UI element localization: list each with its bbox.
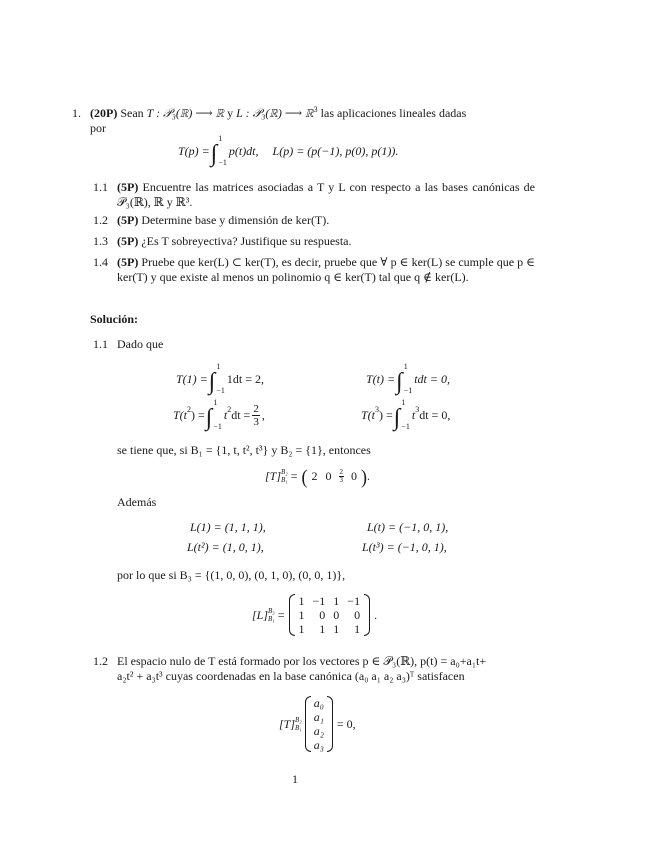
bases-text: se tiene que, si B₁ = {1, t, t², t³} y B₂ = {1}, entonces xyxy=(117,443,371,457)
subpart-1-1-text: (5P) Encuentre las matrices asociadas a T y L con respecto a las bases canónicas de 𝒫₃(ℝ), ℝ y ℝ³. xyxy=(117,180,536,209)
page-number: 1 xyxy=(292,772,298,786)
solution-1-2-number: 1.2 xyxy=(93,654,108,668)
matrix-l-cell: −1 xyxy=(312,594,326,608)
matrix-t-entry-1: 0 xyxy=(325,468,332,483)
matrix-l-cell: 0 xyxy=(354,608,361,622)
t-map: T : 𝒫₃(ℝ) ⟶ ℝ xyxy=(146,106,225,120)
eq-l-of-t3: L(t³) = (−1, 0, 1), xyxy=(362,540,447,554)
problem-points: (20P) xyxy=(90,106,118,120)
matrix-l-cell: 1 xyxy=(298,594,305,608)
subpart-1-3-text: (5P) ¿Es T sobreyectiva? Justifique su respuesta. xyxy=(117,234,352,248)
solution-1-1-number: 1.1 xyxy=(93,337,108,351)
problem-definition: T(p) = ∫ 1 −1 p(t)dt, L(p) = (p(−1), p(0), p(1)). xyxy=(178,134,399,167)
problem-number: 1. xyxy=(72,106,81,120)
matrix-t-entry-3: 0 xyxy=(351,468,358,483)
eq-l-of-t2: L(t²) = (1, 0, 1), xyxy=(187,540,264,554)
vector-entry: a₂ xyxy=(313,724,324,738)
solution-1-2-line-2: a₂t² + a₃t³ cuyas coordenadas en la base canónica (a₀ a₁ a₂ a₃)ᵀ satisfacen xyxy=(117,669,465,683)
matrix-l-cell: 1 xyxy=(354,622,361,636)
coordinate-vector xyxy=(305,696,333,752)
integral-sign: ∫ xyxy=(210,140,218,167)
subpart-1-4-number: 1.4 xyxy=(93,255,108,269)
matrix-l-cell: 1 xyxy=(319,622,326,636)
subpart-1-3-number: 1.3 xyxy=(93,234,108,248)
matrix-l: [L] B₃ B₁ = 1 −1 1 −1 1 0 0 0 1 1 1 1 . xyxy=(252,594,378,636)
l-map: L : 𝒫₃(ℝ) ⟶ ℝ xyxy=(236,106,314,120)
matrix-t-entry-frac: 2 3 xyxy=(339,467,344,484)
eq-l-of-1: L(1) = (1, 1, 1), xyxy=(190,520,266,534)
matrix-l-cell: 1 xyxy=(298,622,305,636)
solution-1-2-line-1: El espacio nulo de T está formado por los vectores p ∈ 𝒫₃(ℝ), p(t) = a₀+a₁t+ xyxy=(117,654,487,668)
problem-line-2: por xyxy=(90,121,106,135)
vector-entry: a₀ xyxy=(313,696,324,710)
eq-l-of-t: L(t) = (−1, 0, 1), xyxy=(367,520,449,534)
matrix-l-cell: 1 xyxy=(333,594,340,608)
l-definition: L(p) = (p(−1), p(0), p(1)). xyxy=(272,143,399,158)
eq-t-of-1: T(1) = ∫ 1 −1 1dt = 2, xyxy=(176,362,264,395)
subpart-1-2-text: (5P) Determine base y dimensión de ker(T). xyxy=(117,213,330,227)
vector-entry: a₁ xyxy=(313,710,324,724)
subpart-1-1-number: 1.1 xyxy=(93,180,108,194)
matrix-l-cell: 0 xyxy=(319,608,326,622)
vector-entry: a₃ xyxy=(313,738,324,752)
subpart-1-2-number: 1.2 xyxy=(93,213,108,227)
matrix-t-entry-0: 2 xyxy=(311,468,318,483)
b3-text: por lo que si B₃ = {(1, 0, 0), (0, 1, 0), (0, 0, 1)}, xyxy=(117,568,346,582)
nullspace-equation: [T] B₂ B₁ a₀ a₁ a₂ a₃ = 0, xyxy=(279,696,356,752)
ademas-text: Además xyxy=(117,495,157,509)
problem-line-1: (20P) Sean T : 𝒫₃(ℝ) ⟶ ℝ y L : 𝒫₃(ℝ) ⟶ ℝ$^3$ las aplicaciones lineales dadas xyxy=(90,105,467,120)
fraction-two-thirds: $\frac{2}{3}$ xyxy=(253,402,259,428)
matrix-l-cell: 1 xyxy=(333,622,340,636)
subpart-1-4-text: (5P) Pruebe que ker(L) ⊂ ker(T), es decir, pruebe que ∀ p ∈ ker(L) se cumple que p ∈ ker(T) y que existe al menos un polinomio q ∈ ker(T) tal que q ∉ ker(L). xyxy=(117,255,536,284)
matrix-l-body xyxy=(289,594,371,636)
eq-t-of-t: T(t) = ∫ 1 −1 tdt = 0, xyxy=(366,362,450,395)
solution-heading: Solución: xyxy=(90,312,139,326)
eq-t-of-t3: T(t $^3$ ) = ∫ 1 −1 t $^3$ dt = 0, xyxy=(361,398,451,431)
matrix-l-cell: −1 xyxy=(347,594,361,608)
matrix-l-cell: 1 xyxy=(298,608,305,622)
solution-1-1-intro: Dado que xyxy=(117,337,164,351)
matrix-t: [T] B₂ B₁ = ( 2 0 2 3 0 ) . xyxy=(265,465,371,488)
matrix-l-cell: 0 xyxy=(333,608,340,622)
eq-t-of-t2: T(t $^2$ ) = ∫ 1 −1 t $^2$ dt = $\frac{2}{3}$ , xyxy=(173,398,265,431)
